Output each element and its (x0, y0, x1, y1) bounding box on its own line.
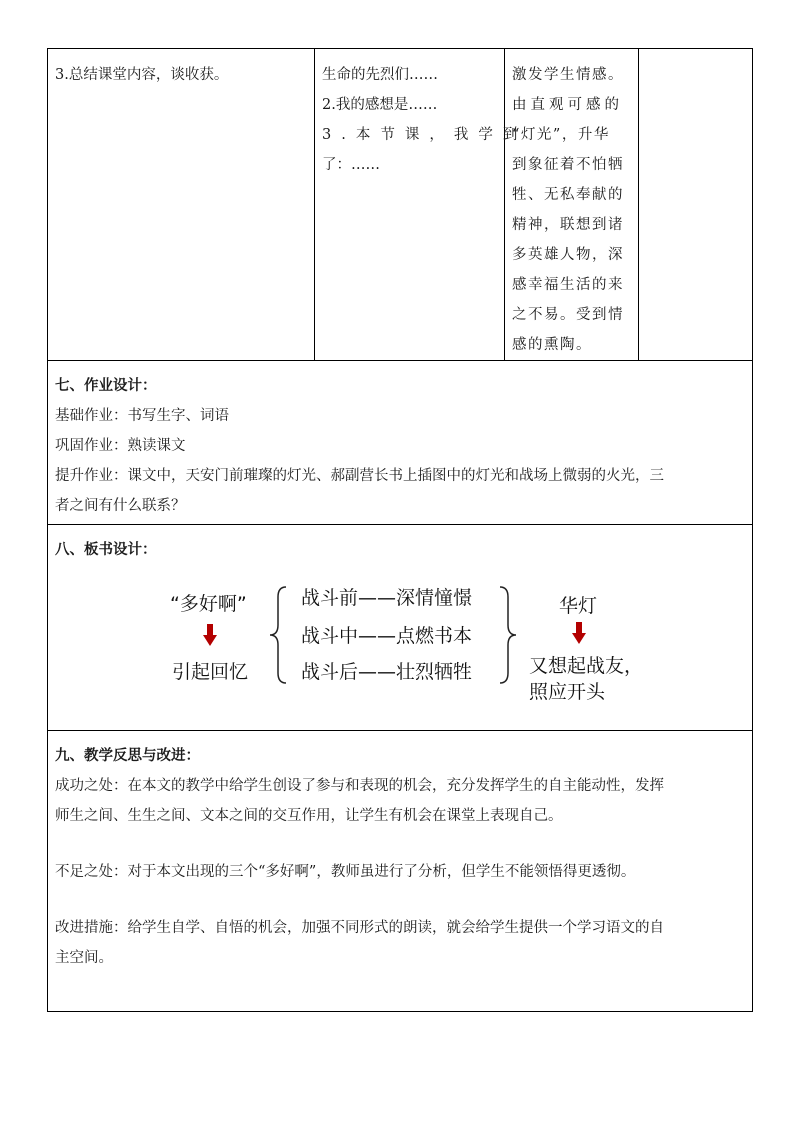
board-heading: 八、板书设计： (55, 541, 157, 558)
right-brace-icon (496, 585, 518, 685)
col-divider-1 (314, 48, 315, 360)
activity-text: 3.本节课，我学到 (322, 127, 528, 143)
reflection-improve-line: 改进措施：给学生自学、自悟的机会，加强不同形式的朗读，就会给学生提供一个学习语文的自 (55, 920, 664, 936)
intent-line: 牲、无私奉献的 (512, 187, 624, 203)
reflection-improve-line: 主空间。 (55, 950, 113, 966)
intent-line: 感的熏陶。 (512, 337, 592, 353)
homework-consolidate: 巩固作业：熟读课文 (55, 438, 186, 454)
activity-line: 生命的先烈们…… (322, 67, 438, 83)
table-left-border (47, 48, 48, 1012)
reflection-shortcoming: 不足之处：对于本文出现的三个“多好啊”，教师虽进行了分析，但学生不能领悟得更透彻。 (55, 864, 636, 880)
intent-line: 多英雄人物，深 (512, 247, 624, 263)
board-mid-line-2: 战斗中——点燃书本 (301, 625, 473, 647)
table-right-border (752, 48, 753, 1012)
board-right-bottom-2: 照应开头 (529, 681, 606, 703)
intent-line: 到象征着不怕牺 (512, 157, 624, 173)
intent-line: 由直观可感的 (512, 97, 623, 113)
col-divider-3 (638, 48, 639, 360)
intent-line: 精神，联想到诸 (512, 217, 624, 233)
paragraph-spacer (55, 887, 745, 913)
intent-line: 感幸福生活的来 (512, 277, 624, 293)
homework-improve-line: 提升作业：课文中，天安门前璀璨的灯光、郝副营长书上插图中的灯光和战场上微弱的火光，三 (55, 468, 664, 484)
down-arrow-icon (203, 624, 217, 646)
paragraph-spacer (55, 831, 745, 857)
homework-heading: 七、作业设计： (55, 377, 157, 394)
board-left-bottom: 引起回忆 (172, 661, 249, 683)
reflection-heading: 九、教学反思与改进： (55, 747, 200, 764)
board-mid-line-3: 战斗后——壮烈牺牲 (301, 661, 473, 683)
student-activity-cell (322, 60, 528, 180)
reflection-section (55, 741, 745, 973)
design-intent-cell (512, 60, 632, 360)
table-top-border (47, 48, 753, 49)
board-mid-line-1: 战斗前——深情憧憬 (301, 587, 473, 609)
summary-step-cell: 3.总结课堂内容，谈收获。 (55, 67, 229, 83)
activity-line: 了：…… (322, 157, 380, 173)
row-divider-3 (47, 730, 753, 731)
activity-line: 2.我的感想是…… (322, 97, 438, 113)
homework-improve-line: 者之间有什么联系？ (55, 498, 186, 514)
homework-basic: 基础作业：书写生字、词语 (55, 408, 229, 424)
left-brace-icon (268, 585, 290, 685)
board-right-bottom-1: 又想起战友， (529, 655, 644, 677)
intent-line: “灯光”，升华 (512, 127, 610, 143)
activity-line (322, 120, 528, 150)
board-right-top: 华灯 (559, 595, 598, 617)
table-bottom-border (47, 1011, 753, 1012)
down-arrow-icon (572, 622, 586, 644)
board-left-top: “多好啊” (170, 593, 247, 615)
homework-section (55, 371, 745, 521)
row-divider-1 (47, 360, 753, 361)
reflection-success-line: 师生之间、生生之间、文本之间的交互作用，让学生有机会在课堂上表现自己。 (55, 808, 563, 824)
col-divider-2 (504, 48, 505, 360)
intent-line: 之不易。受到情 (512, 307, 624, 323)
intent-line: 激发学生情感。 (512, 67, 624, 83)
reflection-success-line: 成功之处：在本文的教学中给学生创设了参与和表现的机会，充分发挥学生的自主能动性，发挥 (55, 778, 664, 794)
row-divider-2 (47, 524, 753, 525)
